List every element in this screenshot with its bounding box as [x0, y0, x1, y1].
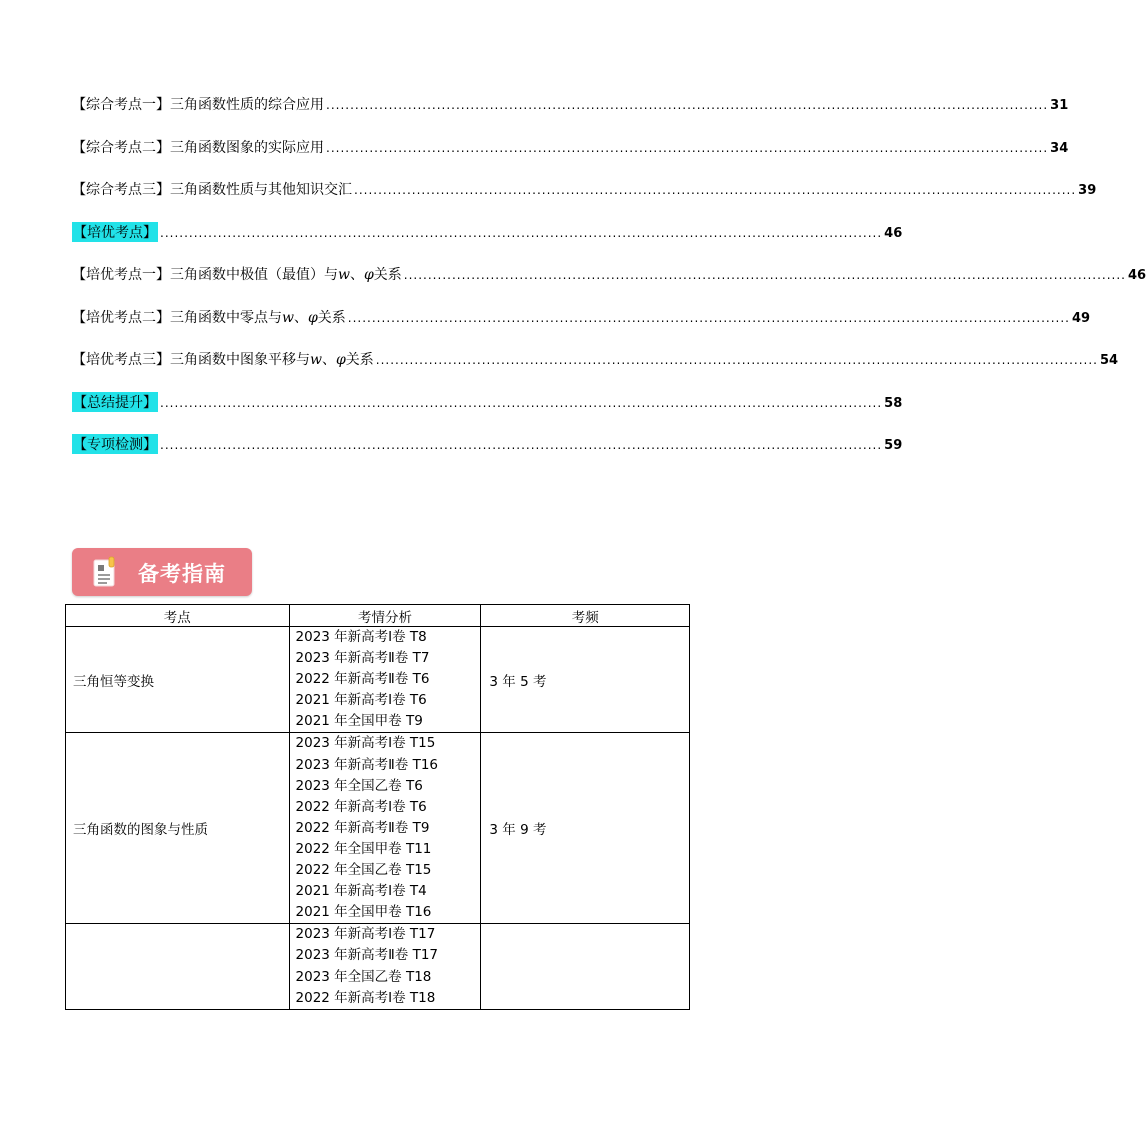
- toc-entry[interactable]: [72, 94, 1069, 137]
- exam-item: 2023 年新高考Ⅰ卷 T15: [295, 735, 436, 752]
- toc-leader: ......................................................................................................................................................: [160, 395, 883, 410]
- separator: 、: [321, 352, 336, 368]
- exam-item: 2021 年新高考Ⅰ卷 T4: [295, 883, 427, 900]
- frequency-cell: 3 年 5 考: [481, 627, 690, 733]
- column-header-topic: 考点: [66, 605, 290, 627]
- toc-entry-label: 【综合考点二】三角函数图象的实际应用: [72, 139, 324, 156]
- exam-item: 2023 年新高考Ⅱ卷 T7: [295, 650, 430, 667]
- table-row: [66, 924, 690, 1009]
- banner-title: 备考指南: [138, 562, 226, 586]
- exam-item: 2022 年新高考Ⅰ卷 T18: [295, 989, 436, 1006]
- variable-phi: φ: [363, 267, 374, 283]
- toc-entry-label: [72, 307, 346, 327]
- toc-label-text: 【培优考点一】三角函数中极值（最值）与: [72, 267, 338, 283]
- toc-entry-page: 31: [1050, 98, 1069, 113]
- frequency-cell: [481, 924, 690, 1009]
- frequency-cell: 3 年 9 考: [481, 733, 690, 924]
- exam-item: 2023 年全国乙卷 T6: [295, 777, 423, 794]
- topic-cell: 三角函数的图象与性质: [66, 733, 290, 924]
- toc-leader: ......................................................................................................................................................: [403, 268, 1126, 282]
- variable-phi: φ: [335, 352, 346, 368]
- toc-label-suffix: 关系: [373, 267, 402, 283]
- toc-entry[interactable]: [72, 179, 1097, 222]
- separator: 、: [349, 267, 364, 283]
- exam-item: 2022 年新高考Ⅱ卷 T9: [295, 819, 430, 836]
- toc-entry-page: 58: [884, 395, 903, 411]
- toc-entry-page: 49: [1071, 310, 1091, 326]
- exam-item: 2021 年全国甲卷 T16: [295, 904, 432, 921]
- exam-item: 2021 年新高考Ⅰ卷 T6: [295, 692, 427, 709]
- toc-label-text: 【培优考点三】三角函数中图象平移与: [72, 352, 310, 368]
- toc-entry-label: [72, 264, 402, 284]
- table-row: [66, 627, 690, 733]
- toc-entry-label: 【培优考点】: [72, 222, 158, 242]
- exam-item: 2022 年新高考Ⅰ卷 T6: [295, 798, 427, 815]
- toc-leader: ......................................................................................................................................................: [354, 183, 1077, 197]
- exam-item: 2023 年新高考Ⅰ卷 T17: [295, 926, 436, 943]
- toc-entry-label: 【综合考点三】三角函数性质与其他知识交汇: [72, 182, 352, 198]
- table-of-contents: [72, 94, 1146, 477]
- exam-item: 2022 年全国甲卷 T11: [295, 840, 432, 857]
- toc-entry-page: 54: [1099, 353, 1119, 368]
- toc-entry-page: 46: [1127, 268, 1146, 283]
- topic-cell: 三角恒等变换: [66, 627, 290, 733]
- toc-label-text: 【培优考点二】三角函数中零点与: [72, 309, 282, 326]
- toc-leader: ......................................................................................................................................................: [160, 438, 883, 452]
- toc-entry-page: 34: [1050, 140, 1069, 156]
- toc-entry[interactable]: [72, 307, 1091, 350]
- toc-entry[interactable]: [72, 349, 1119, 392]
- toc-entry-label: 【总结提升】: [72, 392, 158, 412]
- toc-entry-label: 【专项检测】: [72, 434, 158, 454]
- exam-item: 2021 年全国甲卷 T9: [295, 713, 423, 730]
- exam-item: 2023 年新高考Ⅱ卷 T17: [295, 947, 439, 964]
- toc-entry[interactable]: [72, 222, 903, 265]
- table-header-row: [66, 605, 690, 627]
- toc-entry[interactable]: [72, 392, 903, 435]
- toc-entry[interactable]: [72, 264, 1146, 307]
- variable-w: w: [310, 352, 322, 368]
- toc-entry-label: [72, 349, 374, 369]
- toc-label-suffix: 关系: [345, 352, 374, 368]
- exam-guide-table: [65, 604, 690, 1010]
- toc-leader: ......................................................................................................................................................: [375, 353, 1098, 367]
- variable-phi: φ: [307, 309, 318, 326]
- toc-leader: ......................................................................................................................................................: [326, 140, 1049, 155]
- table-row: [66, 733, 690, 924]
- toc-leader: ......................................................................................................................................................: [160, 225, 883, 240]
- toc-entry-page: 46: [884, 225, 903, 241]
- variable-w: w: [282, 309, 294, 326]
- toc-entry[interactable]: [72, 137, 1069, 180]
- exams-cell: [289, 627, 481, 733]
- exam-item: 2023 年新高考Ⅰ卷 T8: [295, 629, 427, 645]
- toc-entry-page: 59: [884, 438, 903, 453]
- exam-item: 2022 年全国乙卷 T15: [295, 862, 432, 879]
- toc-entry-label: 【综合考点一】三角函数性质的综合应用: [72, 97, 324, 113]
- exam-item: 2023 年全国乙卷 T18: [295, 968, 432, 985]
- variable-w: w: [338, 267, 350, 283]
- column-header-analysis: 考情分析: [289, 605, 481, 627]
- separator: 、: [293, 309, 308, 326]
- exams-cell: [289, 924, 481, 1009]
- exam-item: 2022 年新高考Ⅱ卷 T6: [295, 671, 430, 688]
- section-banner: [72, 548, 252, 596]
- column-header-frequency: 考频: [481, 605, 690, 627]
- exams-cell: [289, 733, 481, 924]
- toc-entry-page: 39: [1078, 183, 1097, 198]
- toc-label-suffix: 关系: [317, 309, 346, 326]
- topic-cell: [66, 924, 290, 1009]
- toc-leader: ......................................................................................................................................................: [347, 310, 1070, 325]
- toc-leader: ......................................................................................................................................................: [326, 98, 1049, 112]
- exam-item: 2023 年新高考Ⅱ卷 T16: [295, 756, 439, 773]
- toc-entry[interactable]: [72, 434, 903, 477]
- document-clip-icon: [92, 556, 118, 588]
